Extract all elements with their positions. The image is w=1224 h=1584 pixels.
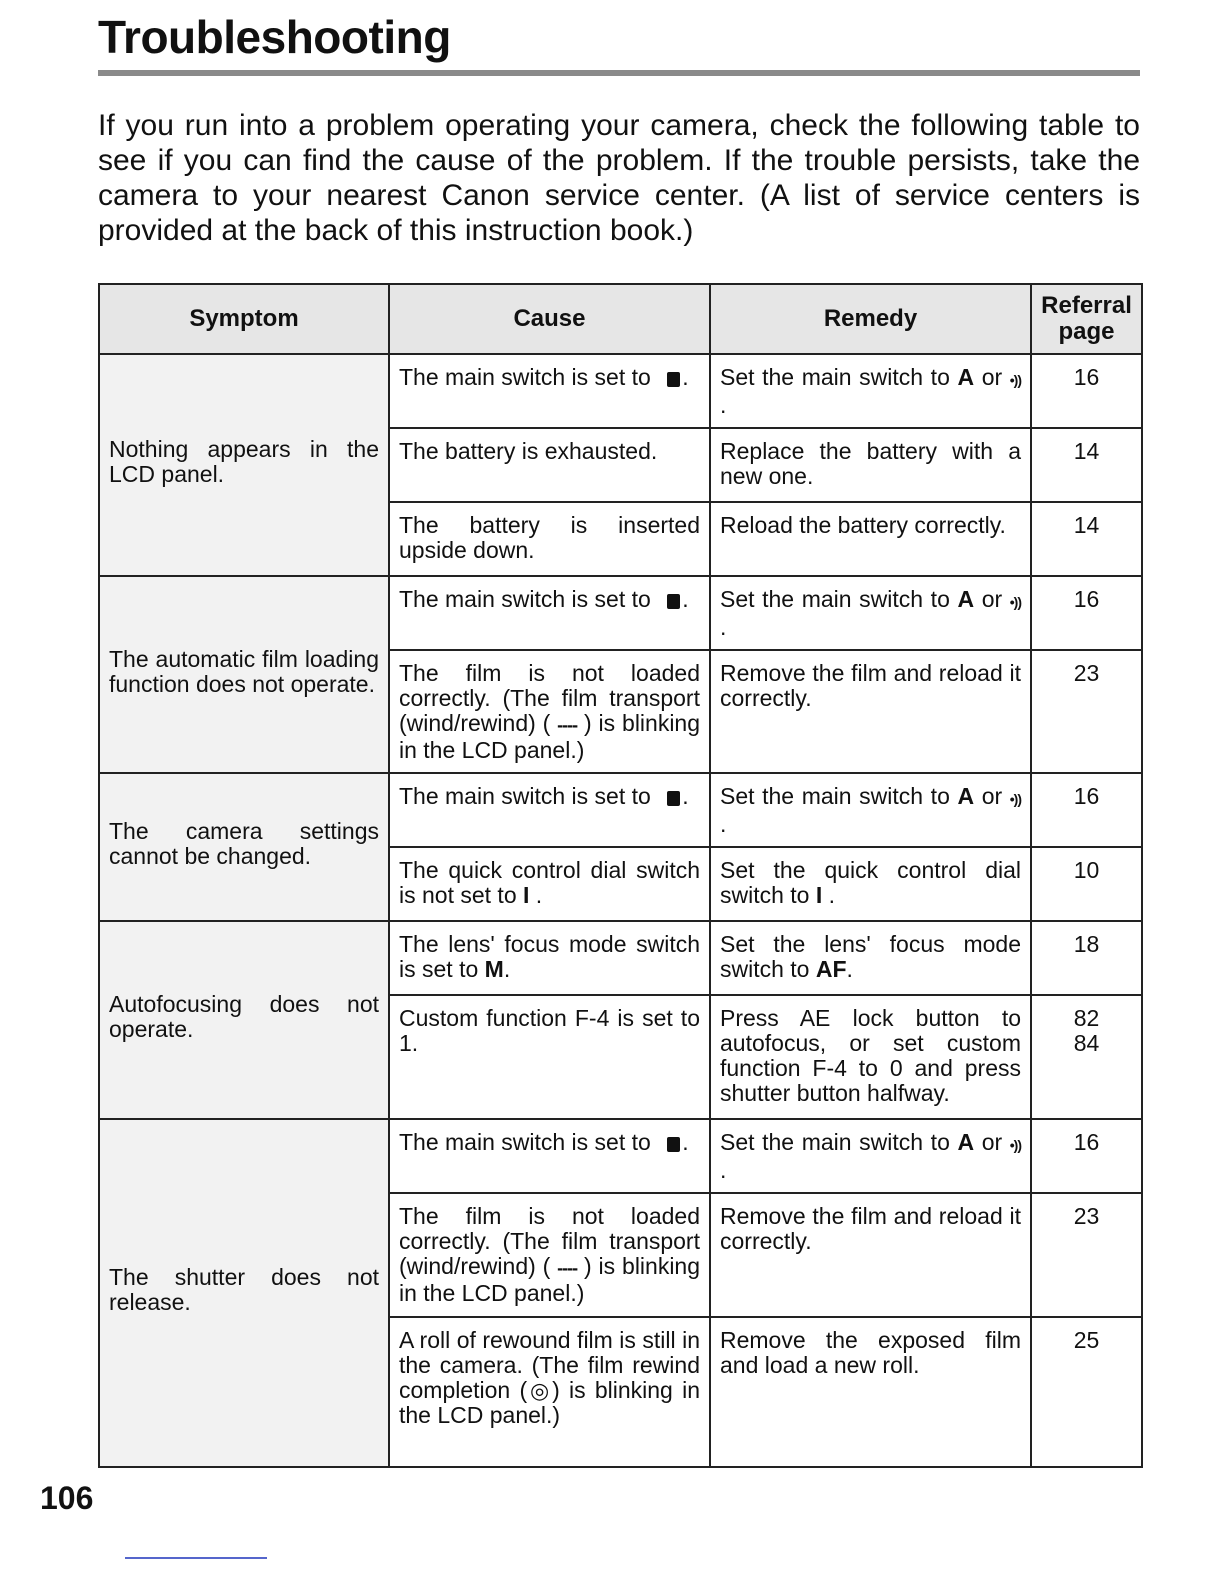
page-title: Troubleshooting	[98, 11, 451, 63]
cause-cell: The main switch is set to .	[389, 354, 710, 428]
referral-page-cell: 16	[1031, 354, 1142, 428]
lock-icon	[667, 372, 680, 387]
cause-cell: The battery is inserted upside down.	[389, 502, 710, 576]
cause-cell: A roll of rewound film is still in the camera. (The film rewind completion (◎) is blinking in the LCD panel.)	[389, 1317, 710, 1467]
remedy-cell: Set the main switch to A or •)) .	[710, 773, 1031, 847]
cause-cell: The film is not loaded correctly. (The film transport (wind/rewind) ( ---- ) is blinking in the LCD panel.)	[389, 1193, 710, 1317]
referral-page-cell: 14	[1031, 428, 1142, 502]
remedy-cell: Set the main switch to A or •)) .	[710, 1119, 1031, 1193]
header-symptom: Symptom	[99, 284, 389, 354]
lock-icon	[667, 1137, 680, 1152]
film-transport-icon: ----	[557, 715, 578, 735]
rewind-complete-icon: ◎	[527, 1378, 553, 1403]
title-rule	[98, 70, 1140, 76]
beep-icon: •))	[1009, 791, 1021, 807]
beep-icon: •))	[1009, 1137, 1021, 1153]
table-row	[99, 921, 1142, 995]
cause-cell: The main switch is set to .	[389, 576, 710, 650]
cause-cell: The battery is exhausted.	[389, 428, 710, 502]
referral-page-cell: 25	[1031, 1317, 1142, 1467]
cause-cell: The main switch is set to .	[389, 773, 710, 847]
lock-icon	[667, 791, 680, 806]
header-cause: Cause	[389, 284, 710, 354]
symptom-cell: The automatic film loading function does not operate.	[99, 576, 389, 773]
referral-page-cell: 16	[1031, 1119, 1142, 1193]
remedy-cell: Set the main switch to A or •)) .	[710, 354, 1031, 428]
referral-page-cell: 16	[1031, 576, 1142, 650]
header-remedy: Remedy	[710, 284, 1031, 354]
cause-cell: The film is not loaded correctly. (The film transport (wind/rewind) ( ---- ) is blinking in the LCD panel.)	[389, 650, 710, 773]
beep-icon: •))	[1009, 372, 1021, 388]
symptom-cell: Autofocusing does not operate.	[99, 921, 389, 1119]
symptom-cell: The shutter does not release.	[99, 1119, 389, 1467]
symptom-cell: Nothing appears in the LCD panel.	[99, 354, 389, 576]
cause-cell: The lens' focus mode switch is set to M.	[389, 921, 710, 995]
referral-page-cell: 23	[1031, 650, 1142, 773]
footer-rule	[125, 1557, 267, 1559]
remedy-cell: Replace the battery with a new one.	[710, 428, 1031, 502]
remedy-cell: Reload the battery correctly.	[710, 502, 1031, 576]
remedy-cell: Remove the exposed film and load a new roll.	[710, 1317, 1031, 1467]
symptom-cell: The camera settings cannot be changed.	[99, 773, 389, 921]
table-row	[99, 1119, 1142, 1193]
film-transport-icon: ----	[557, 1258, 578, 1278]
remedy-cell: Set the quick control dial switch to I .	[710, 847, 1031, 921]
remedy-cell: Press AE lock button to autofocus, or set custom function F-4 to 0 and press shutter button halfway.	[710, 995, 1031, 1119]
referral-page-cell: 18	[1031, 921, 1142, 995]
remedy-cell: Remove the film and reload it correctly.	[710, 1193, 1031, 1317]
table-row	[99, 773, 1142, 847]
table-row	[99, 354, 1142, 428]
remedy-cell: Remove the film and reload it correctly.	[710, 650, 1031, 773]
referral-page-cell: 14	[1031, 502, 1142, 576]
troubleshooting-table	[98, 283, 1143, 1468]
table-row	[99, 576, 1142, 650]
referral-page-cell: 16	[1031, 773, 1142, 847]
page-number: 106	[40, 1480, 94, 1516]
referral-page-cell: 82 84	[1031, 995, 1142, 1119]
header-referral: Referral page	[1031, 284, 1142, 354]
header-row	[99, 284, 1142, 354]
referral-page-cell: 10	[1031, 847, 1142, 921]
beep-icon: •))	[1009, 594, 1021, 610]
lock-icon	[667, 594, 680, 609]
remedy-cell: Set the lens' focus mode switch to AF.	[710, 921, 1031, 995]
cause-cell: The main switch is set to .	[389, 1119, 710, 1193]
referral-page-cell: 23	[1031, 1193, 1142, 1317]
cause-cell: The quick control dial switch is not set to I .	[389, 847, 710, 921]
cause-cell: Custom function F-4 is set to 1.	[389, 995, 710, 1119]
remedy-cell: Set the main switch to A or •)) .	[710, 576, 1031, 650]
intro-paragraph: If you run into a problem operating your camera, check the following table to see if you can find the cause of the problem. If the trouble persists, take the camera to your nearest Canon service center. (A list of service centers is provided at the back of this instruction book.)	[98, 109, 1140, 247]
